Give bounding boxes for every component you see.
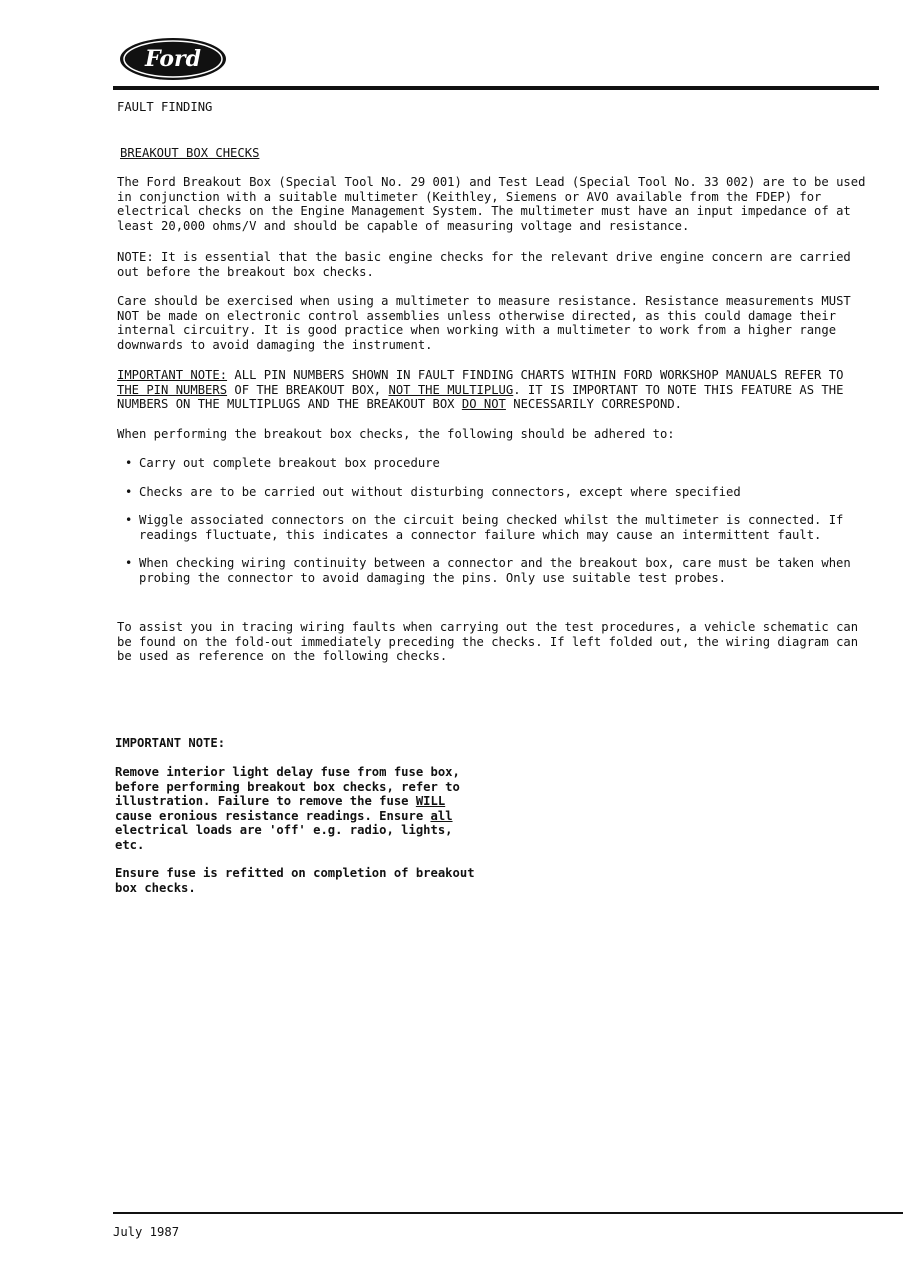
breakout-heading: BREAKOUT BOX CHECKS — [120, 146, 260, 160]
important-text-4: NECESSARILY CORRESPOND. — [505, 397, 683, 411]
important-text-1: ALL PIN NUMBERS SHOWN IN FAULT FINDING CHARTS WITHIN FORD WORKSHOP MANUALS REFER TO — [227, 368, 844, 382]
fuse-note-text-3: electrical loads are 'off' e.g. radio, lights, etc. — [115, 823, 453, 852]
important-pin-note — [117, 368, 867, 412]
list-item — [123, 485, 863, 500]
bullet-icon: • — [125, 556, 133, 570]
assist-paragraph: To assist you in tracing wiring faults when carrying out the test procedures, a vehicle schematic can be found on the fold-out immediately preceding the checks. If left folded out, the wiring diagram can be used as reference on the following checks. — [117, 620, 859, 663]
intro-paragraph: The Ford Breakout Box (Special Tool No. 29 001) and Test Lead (Special Tool No. 33 002) are to be used in conjunction with a suitable multimeter (Keithley, Siemens or AVO available from the FDEP) for electrical checks on the Engine Management System. The multimeter must have an input impedance of at least 20,000 ohms/V and should be capable of measuring voltage and resistance. — [117, 175, 866, 233]
list-item-text: When checking wiring continuity between a connector and the breakout box, care must be taken when probing the connector to avoid damaging the pins. Only use suitable test probes. — [139, 556, 851, 585]
bullet-icon: • — [125, 456, 133, 470]
fuse-note-label: IMPORTANT NOTE: — [115, 736, 226, 750]
list-item — [123, 556, 863, 585]
important-underline-1: THE PIN NUMBERS — [117, 382, 228, 397]
footer-date: July 1987 — [113, 1225, 180, 1239]
fuse-note-text-1: Remove interior light delay fuse from fuse box, before performing breakout box checks, refer to illustration. Failure to remove the fuse — [115, 765, 460, 808]
fuse-note-paragraph — [115, 765, 480, 852]
fuse-note-all: all — [430, 808, 453, 823]
fuse-note-text-2: cause eronious resistance readings. Ensure — [115, 808, 431, 823]
important-text-3: . IT IS IMPORTANT TO NOTE THIS FEATURE AS THE NUMBERS ON THE MULTIPLUGS AND THE BREAKOUT BOX — [117, 382, 844, 411]
note-paragraph: NOTE: It is essential that the basic engine checks for the relevant drive engine concern are carried out before the breakout box checks. — [117, 250, 851, 279]
bullet-icon: • — [125, 513, 133, 527]
list-item-text: Carry out complete breakout box procedure — [139, 456, 440, 470]
ford-logo — [119, 37, 227, 81]
ford-logo-text: Ford — [144, 46, 202, 72]
list-item — [123, 513, 863, 542]
procedure-list — [123, 456, 863, 599]
important-label: IMPORTANT NOTE: — [117, 368, 228, 382]
important-underline-3: DO NOT — [461, 397, 506, 411]
adhere-paragraph: When performing the breakout box checks, the following should be adhered to: — [117, 427, 675, 441]
footer-rule — [113, 1212, 903, 1214]
header-rule — [113, 86, 879, 90]
list-item — [123, 456, 863, 471]
fuse-note-will: WILL — [415, 794, 446, 808]
care-paragraph: Care should be exercised when using a multimeter to measure resistance. Resistance measurements MUST NOT be made on electronic control assemblies unless otherwise directed, as this could damage their internal circuitry. It is good practice when working with a multimeter to work from a higher range downwards to avoid damaging the instrument. — [117, 294, 851, 352]
list-item-text: Wiggle associated connectors on the circuit being checked whilst the multimeter is connected. If readings fluctuate, this indicates a connector failure which may cause an intermittent fault. — [139, 513, 844, 542]
important-underline-2: NOT THE MULTIPLUG — [388, 382, 514, 397]
bullet-icon: • — [125, 484, 133, 499]
important-text-2: OF THE BREAKOUT BOX, — [227, 382, 389, 397]
list-item-text: Checks are to be carried out without disturbing connectors, except where specified — [139, 484, 741, 499]
fuse-refit-paragraph: Ensure fuse is refitted on completion of breakout box checks. — [115, 866, 475, 895]
section-title: FAULT FINDING — [117, 100, 213, 114]
